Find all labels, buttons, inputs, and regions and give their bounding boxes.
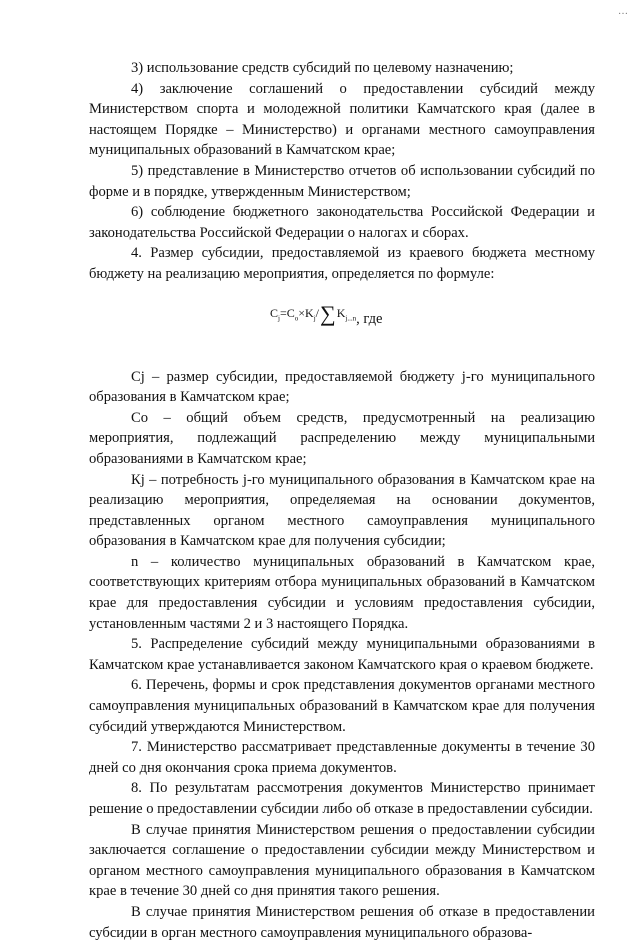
paragraph-section-8: 8. По результатам рассмотрения документов Министерство принимает решение о предоставлении субсидии либо об отказе в предоставлении субсидии. [89,780,595,817]
paragraph-refusal-case: В случае принятия Министерством решения об отказе в предоставлении субсидии в орган местного самоуправления муниципального образова- [89,903,595,941]
formula-kj: K [305,305,314,320]
paragraph-section-5: 5. Распределение субсидий между муниципальными образованиями в Камчатском крае устанавливается законом Камчатского края о краевом бюджете. [89,636,595,673]
formula-block [89,285,595,367]
document-page [89,58,595,943]
formula-eq: = [279,305,287,320]
definition-kj: Кj – потребность j-го муниципального образования в Камчатском крае на реализацию мероприятия, определяемая на основании документов, представленных органом местного самоуправления муниципального образования в Камчатском крае для получения субсидии; [89,471,595,550]
paragraph-item-6: 6) соблюдение бюджетного законодательства Российской Федерации и законодательства Российской Федерации о налогах и сборах. [89,204,595,241]
paragraph-section-7: 7. Министерство рассматривает представленные документы в течение 30 дней со дня окончания срока приема документов. [89,739,595,776]
paragraph-item-3: 3) использование средств субсидий по целевому назначению; [131,60,514,76]
formula-div: / [315,305,320,320]
formula-co-sub: o [294,313,299,322]
formula-ksum: K [336,305,346,320]
paragraph-item-5: 5) представление в Министерство отчетов об использовании субсидий по форме и в порядке, утвержденным Министерством; [89,162,595,200]
corner-mark: … [618,6,628,17]
formula-times: × [298,305,306,320]
formula-tail: , где [356,310,383,327]
paragraph-approval-case: В случае принятия Министерством решения о предоставлении субсидии заключается соглашение о предоставлении субсидии между Министерством и органом местного самоуправления муниципального образования в Камчатском крае в течение 30 дней со дня принятия такого решения. [89,821,595,900]
definition-n: n – количество муниципальных образований в Камчатском крае, соответствующих критериям отбора муниципальных образований в Камчатском крае для предоставления субсидии и условиям предоставления субсидии, установленным частями 2 и 3 настоящего Порядка. [89,553,595,632]
definition-cj: Cj – размер субсидии, предоставляемой бюджету j-го муниципального образования в Камчатском крае; [89,368,595,406]
paragraph-section-4: 4. Размер субсидии, предоставляемой из краевого бюджета местному бюджету на реализацию мероприятия, определяется по формуле: [89,245,595,282]
paragraph-item-4: 4) заключение соглашений о предоставлении субсидий между Министерством спорта и молодежной политики Камчатского края (далее в настоящем Порядке – Министерство) и органами местного самоуправления муниципальных образований в Камчатском крае; [89,80,595,159]
definition-co: Cо – общий объем средств, предусмотренный на реализацию мероприятия, подлежащий распределению между муниципальными образованиями в Камчатском крае; [89,409,595,467]
formula-cj-sub: j [278,313,280,322]
formula-kj-sub: j [313,313,316,322]
paragraph-section-6: 6. Перечень, формы и срок представления документов органами местного самоуправления муниципальных образований в Камчатском крае для получения субсидий утверждаются Министерством. [89,677,595,735]
formula-ksum-sub: j...n [345,313,357,322]
formula-co: C [286,305,295,320]
formula-sigma: ∑ [320,300,336,326]
formula-cj: C [270,305,279,320]
subsidy-formula [270,300,383,330]
